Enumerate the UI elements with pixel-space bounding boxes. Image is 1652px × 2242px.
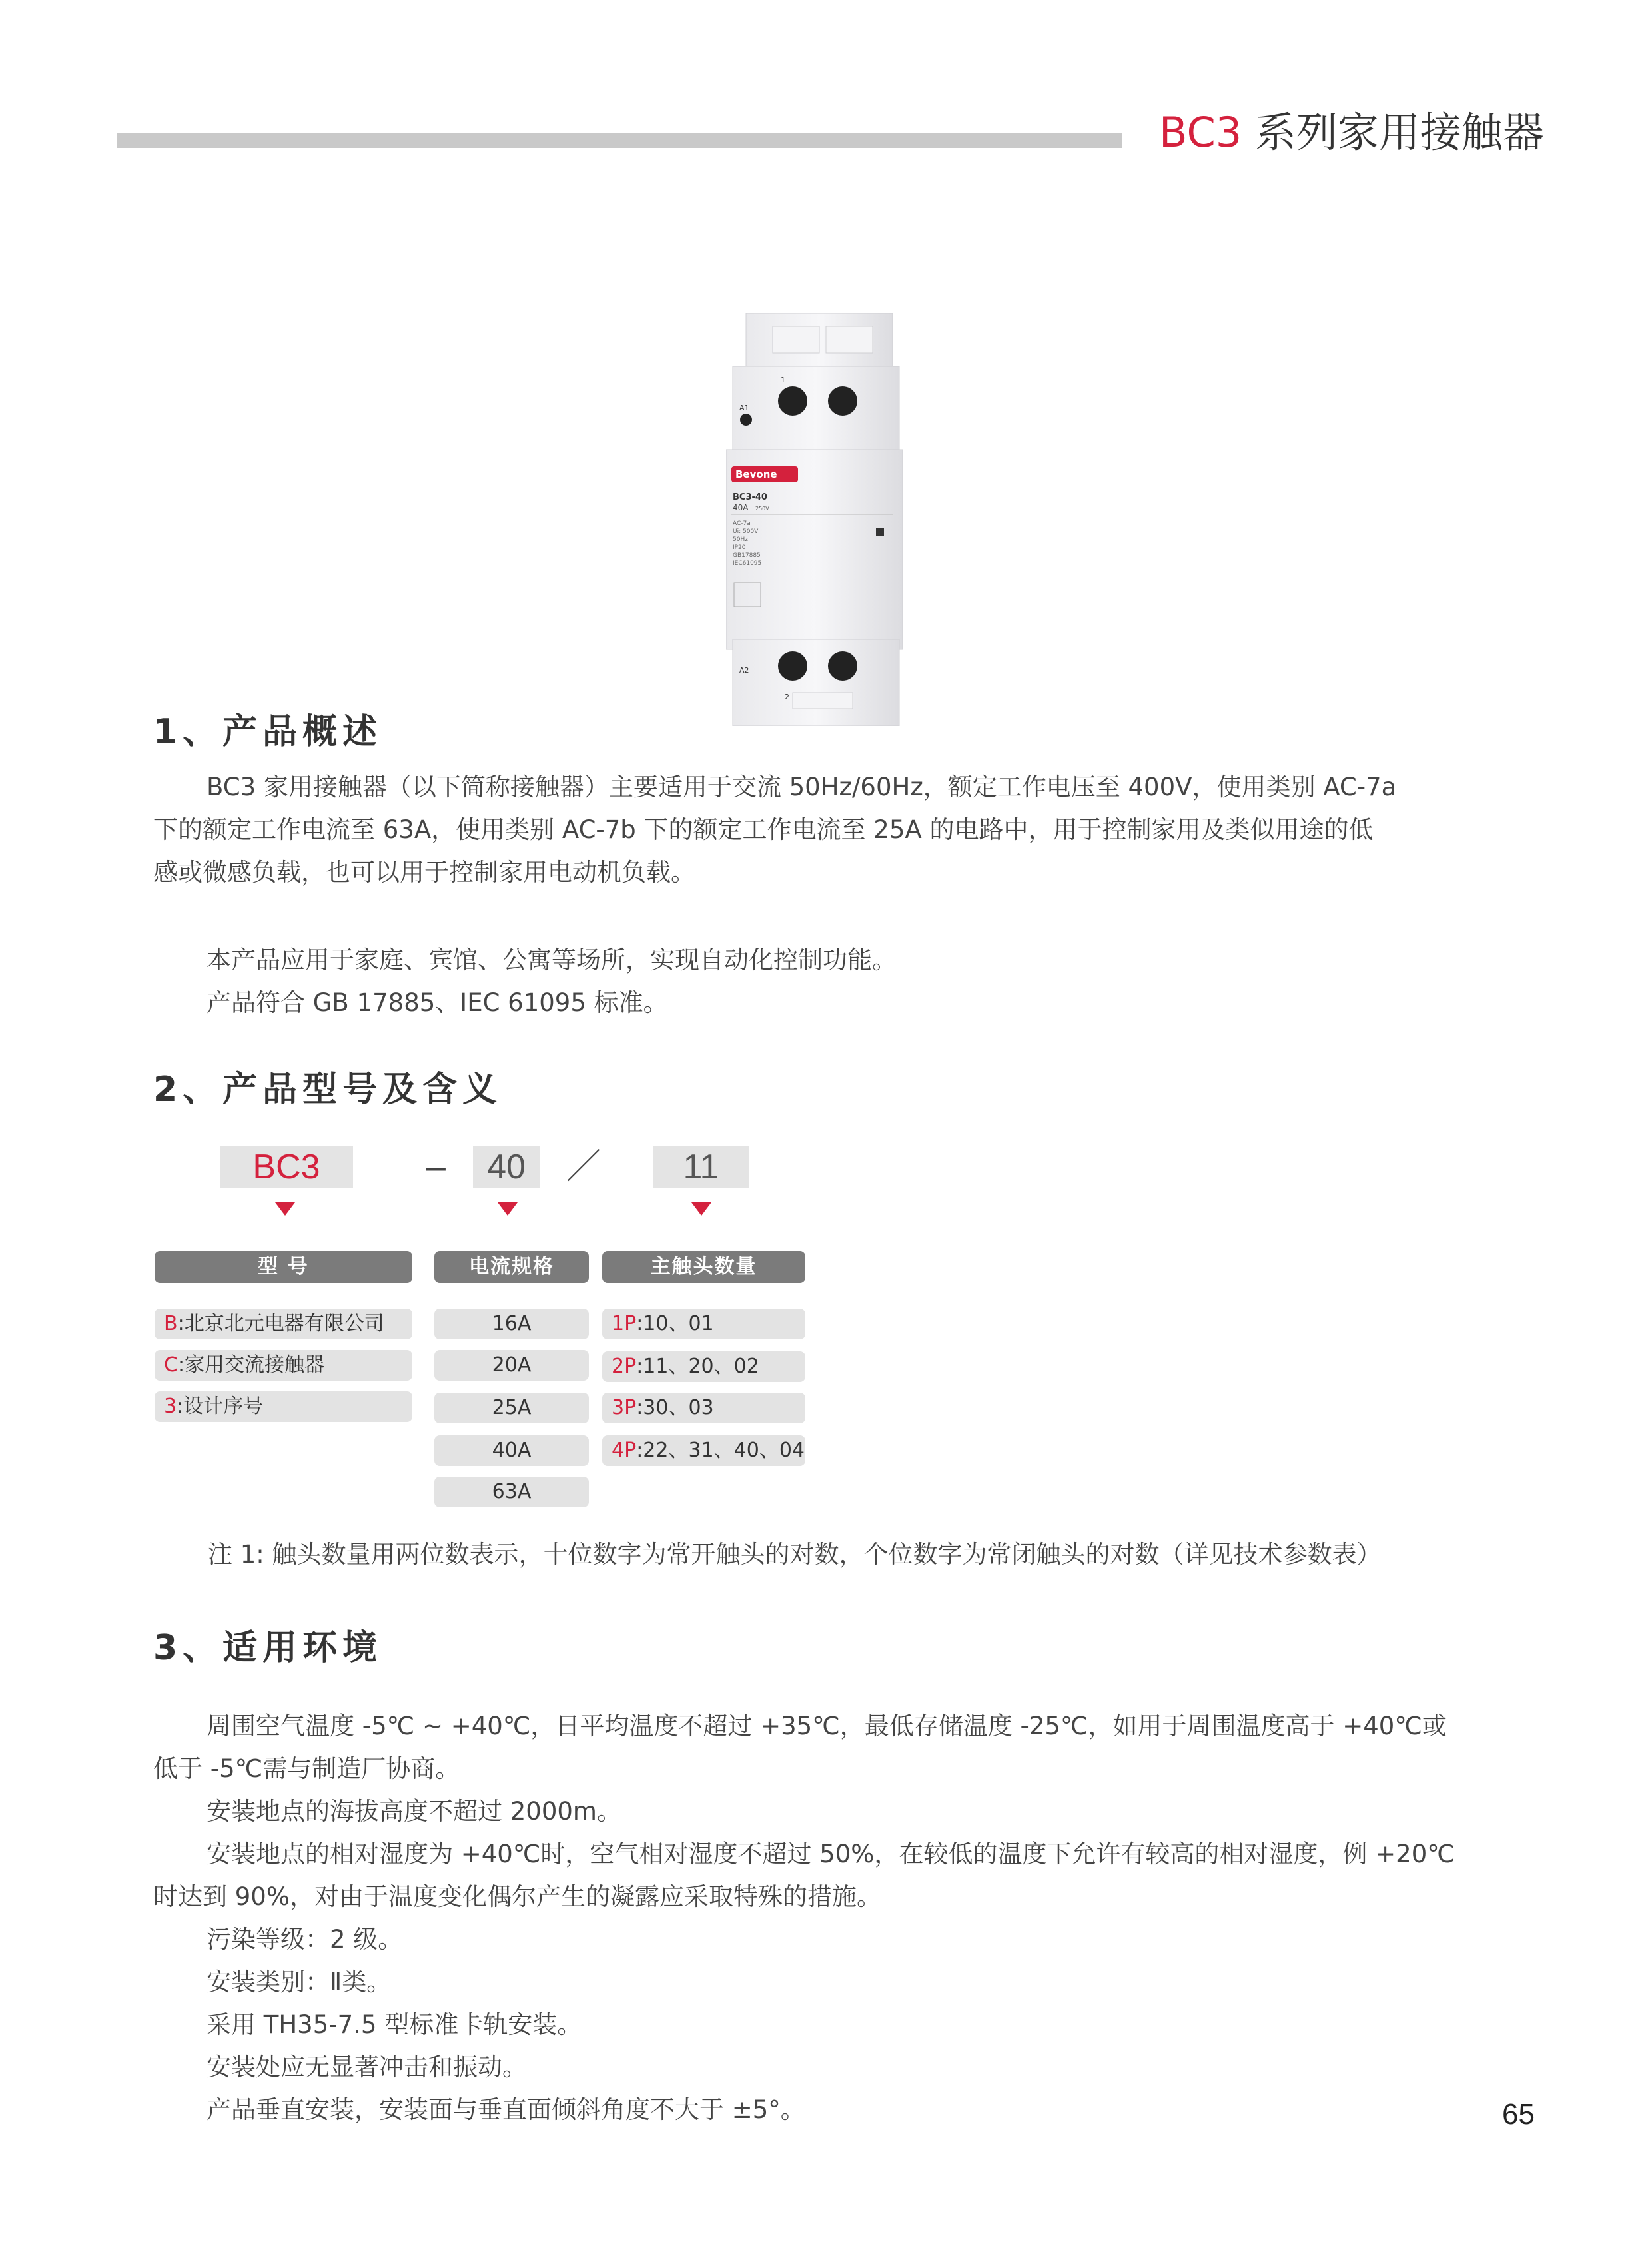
product-terminal-a1: A1 bbox=[739, 404, 749, 412]
model-row-key: 3 bbox=[164, 1395, 177, 1418]
contacts-row bbox=[602, 1351, 805, 1382]
arrow-down-icon bbox=[275, 1202, 295, 1216]
current-row: 40A bbox=[434, 1435, 589, 1466]
product-terminal-1: 1 bbox=[781, 376, 785, 384]
product-spec: Ui: 500V bbox=[733, 528, 759, 535]
section1-para1-line2: 下的额定工作电流至 63A，使用类别 AC-7b 下的额定工作电流至 25A 的电路中，用于控制家用及类似用途的低 bbox=[153, 815, 1374, 844]
contacts-row bbox=[602, 1435, 805, 1466]
section1-para1-line1: BC3 家用接触器（以下简称接触器）主要适用于交流 50Hz/60Hz，额定工作电压至 400V，使用类别 AC-7a bbox=[206, 773, 1397, 801]
model-row-key: B bbox=[164, 1312, 178, 1335]
product-spec: IEC61095 bbox=[733, 560, 762, 567]
model-code-dash: – bbox=[426, 1148, 446, 1186]
table-header-model: 型 号 bbox=[155, 1251, 412, 1283]
section3-line: 安装处应无显著冲击和振动。 bbox=[206, 2053, 527, 2081]
section3-line: 安装地点的海拔高度不超过 2000m。 bbox=[206, 1797, 621, 1826]
section3-line: 安装类别：Ⅱ类。 bbox=[206, 1968, 392, 1996]
model-row bbox=[155, 1391, 412, 1422]
product-rating-label: 40A bbox=[733, 503, 749, 512]
contacts-row bbox=[602, 1309, 805, 1339]
product-terminal-a2: A2 bbox=[739, 666, 749, 675]
section3-heading: 3、适用环境 bbox=[153, 1628, 383, 1668]
current-row: 25A bbox=[434, 1393, 589, 1423]
page-number: 65 bbox=[1502, 2098, 1535, 2131]
product-spec: 50Hz bbox=[733, 536, 748, 543]
header-title-text: 系列家用接触器 bbox=[1242, 108, 1544, 157]
section3-line: 周围空气温度 -5℃ ~ +40℃，日平均温度不超过 +35℃，最低存储温度 -25℃，如用于周围温度高于 +40℃或 bbox=[206, 1712, 1447, 1740]
section3-body bbox=[153, 1705, 1572, 2131]
section1-para1-line3: 感或微感负载，也可以用于控制家用电动机负载。 bbox=[153, 858, 695, 887]
model-code-contacts: 11 bbox=[653, 1146, 749, 1188]
section3-line: 采用 TH35-7.5 型标准卡轨安装。 bbox=[206, 2010, 582, 2039]
product-spec: AC-7a bbox=[733, 520, 751, 527]
model-row bbox=[155, 1309, 412, 1339]
contacts-row-text: :22、31、40、04 bbox=[636, 1439, 805, 1462]
product-terminal-2: 2 bbox=[785, 693, 789, 701]
model-row-text: :家用交流接触器 bbox=[177, 1353, 325, 1377]
section1-heading: 1、产品概述 bbox=[153, 712, 383, 752]
model-code-slash: ／ bbox=[566, 1148, 602, 1186]
product-spec: IP20 bbox=[733, 544, 746, 551]
header-title-code: BC3 bbox=[1159, 108, 1242, 157]
section3-line: 安装地点的相对湿度为 +40℃时，空气相对湿度不超过 50%，在较低的温度下允许有较高的相对湿度，例 +20℃ bbox=[206, 1840, 1455, 1868]
model-row-text: :北京北元电器有限公司 bbox=[177, 1312, 384, 1335]
contacts-row-key: 2P bbox=[612, 1355, 637, 1378]
model-row-key: C bbox=[164, 1353, 178, 1377]
section1-para2: 本产品应用于家庭、宾馆、公寓等场所，实现自动化控制功能。 bbox=[206, 946, 897, 974]
model-code-current: 40 bbox=[473, 1146, 540, 1188]
section1-body-2 bbox=[153, 939, 1552, 1024]
section1-body bbox=[153, 766, 1552, 894]
section1-para3: 产品符合 GB 17885、IEC 61095 标准。 bbox=[206, 988, 668, 1017]
current-row: 20A bbox=[434, 1350, 589, 1381]
product-voltage-label: 250V bbox=[755, 506, 769, 512]
current-row: 63A bbox=[434, 1477, 589, 1507]
contacts-row bbox=[602, 1393, 805, 1423]
contacts-row-text: :11、20、02 bbox=[636, 1355, 759, 1378]
model-row bbox=[155, 1350, 412, 1381]
product-spec: GB17885 bbox=[733, 552, 761, 559]
contacts-row-key: 3P bbox=[612, 1396, 637, 1419]
contacts-row-text: :30、03 bbox=[636, 1396, 714, 1419]
contacts-row-key: 1P bbox=[612, 1312, 637, 1335]
arrow-down-icon bbox=[691, 1202, 711, 1216]
section2-heading: 2、产品型号及含义 bbox=[153, 1070, 503, 1110]
contacts-row-key: 4P bbox=[612, 1439, 637, 1462]
header-rule bbox=[117, 133, 1122, 148]
table-header-current: 电流规格 bbox=[434, 1251, 589, 1283]
product-image-contactor bbox=[726, 313, 913, 726]
model-note: 注 1: 触头数量用两位数表示，十位数字为常开触头的对数，个位数字为常闭触头的对数（详见技术参数表） bbox=[208, 1540, 1382, 1569]
model-row-text: :设计序号 bbox=[177, 1395, 264, 1418]
product-model-label: BC3-40 bbox=[733, 492, 767, 502]
model-code-series: BC3 bbox=[220, 1146, 353, 1188]
page-header-title bbox=[1159, 108, 1544, 157]
current-row: 16A bbox=[434, 1309, 589, 1339]
section3-line: 污染等级：2 级。 bbox=[206, 1925, 403, 1954]
arrow-down-icon bbox=[498, 1202, 518, 1216]
section3-line: 低于 -5℃需与制造厂协商。 bbox=[153, 1754, 460, 1783]
table-header-contacts: 主触头数量 bbox=[602, 1251, 805, 1283]
product-logo: Bevone bbox=[735, 468, 777, 480]
contacts-row-text: :10、01 bbox=[636, 1312, 714, 1335]
section3-line: 产品垂直安装，安装面与垂直面倾斜角度不大于 ±5°。 bbox=[206, 2095, 805, 2124]
section3-line: 时达到 90%，对由于温度变化偶尔产生的凝露应采取特殊的措施。 bbox=[153, 1882, 881, 1911]
